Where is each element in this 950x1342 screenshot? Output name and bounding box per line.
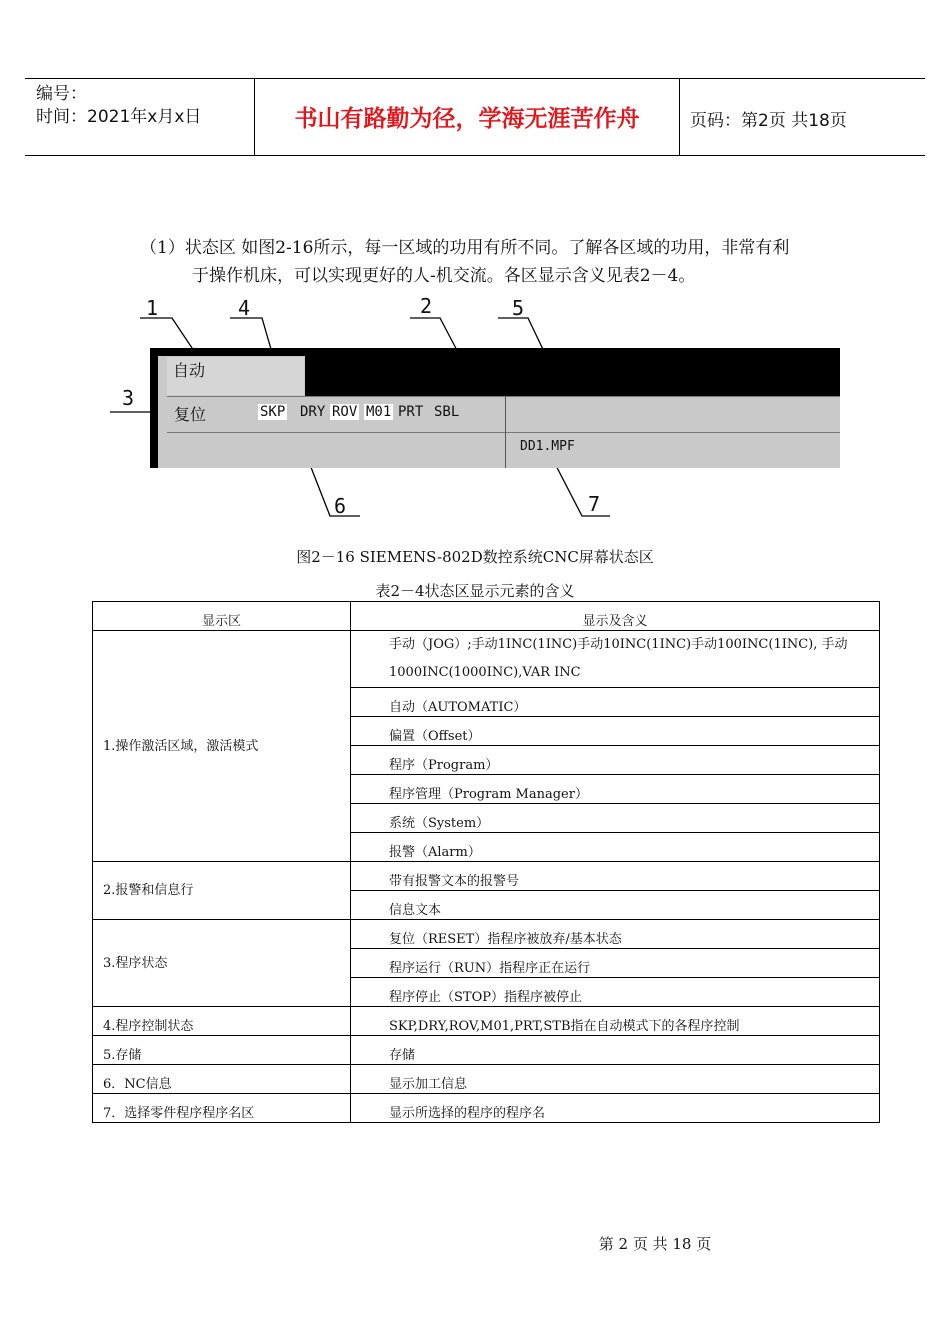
table-row bbox=[93, 920, 880, 949]
motto: 书山有路勤为径，学海无涯苦作舟 bbox=[294, 106, 640, 132]
callout-number-7: 7 bbox=[588, 492, 601, 516]
header-meta bbox=[36, 83, 201, 129]
alarm-message-bar bbox=[305, 356, 840, 396]
footer-page-label: 第 2 页 共 18 页 bbox=[598, 1235, 712, 1253]
meaning-cell: 程序（Program） bbox=[351, 746, 880, 775]
callout-number-3: 3 bbox=[122, 386, 135, 410]
callout-number-6: 6 bbox=[334, 494, 347, 518]
area-cell: 4.程序控制状态 bbox=[93, 1007, 351, 1036]
control-m01: M01 bbox=[366, 404, 392, 420]
table-caption: 表2－4状态区显示元素的含义 bbox=[375, 582, 575, 600]
table-row bbox=[93, 1036, 880, 1065]
callout-number-4: 4 bbox=[238, 296, 251, 320]
header-bottom-rule bbox=[25, 155, 925, 156]
callout-number-1: 1 bbox=[146, 296, 159, 320]
table-row bbox=[93, 631, 880, 688]
cnc-status-screen bbox=[150, 348, 840, 468]
meaning-cell: 程序管理（Program Manager） bbox=[351, 775, 880, 804]
header-top-rule bbox=[25, 78, 925, 79]
control-skp: SKP bbox=[260, 404, 286, 420]
meaning-cell: 复位（RESET）指程序被放弃/基本状态 bbox=[351, 920, 880, 949]
program-name: DD1.MPF bbox=[520, 439, 575, 454]
paragraph-line-1: （1）状态区 如图2-16所示，每一区域的功用有所不同。了解各区域的功用，非常有利 bbox=[140, 238, 790, 258]
mode-display: 自动 bbox=[167, 357, 304, 395]
header-meaning: 显示及含义 bbox=[351, 602, 880, 631]
meaning-cell: 程序运行（RUN）指程序正在运行 bbox=[351, 949, 880, 978]
number-label: 编号： bbox=[36, 84, 87, 104]
control-dry: DRY bbox=[300, 404, 326, 420]
area-cell: 5.存储 bbox=[93, 1036, 351, 1065]
meaning-cell: 显示所选择的程序的程序名 bbox=[351, 1094, 880, 1123]
meaning-cell: SKP,DRY,ROV,M01,PRT,STB指在自动模式下的各程序控制 bbox=[351, 1007, 880, 1036]
header-page-label: 页码：第2页 共18页 bbox=[690, 111, 847, 131]
area-cell: 1.操作激活区域，激活模式 bbox=[93, 631, 351, 862]
control-rov: ROV bbox=[332, 404, 358, 420]
table-row bbox=[93, 1094, 880, 1123]
area-cell: 2.报警和信息行 bbox=[93, 862, 351, 920]
callout-number-2: 2 bbox=[420, 294, 433, 318]
status-area-figure bbox=[110, 290, 850, 522]
meaning-cell: 手动（JOG）;手动1INC(1INC)手动10INC(1INC)手动100INC(1INC), 手动1000INC(1000INC),VAR INC bbox=[351, 631, 880, 688]
area-cell: 7．选择零件程序程序名区 bbox=[93, 1094, 351, 1123]
meaning-cell: 显示加工信息 bbox=[351, 1065, 880, 1094]
meaning-cell: 带有报警文本的报警号 bbox=[351, 862, 880, 891]
control-sbl: SBL bbox=[434, 404, 460, 420]
table-header-row bbox=[93, 602, 880, 631]
area-cell: 6．NC信息 bbox=[93, 1065, 351, 1094]
header-divider bbox=[679, 78, 680, 155]
header-area: 显示区 bbox=[93, 602, 351, 631]
status-elements-table bbox=[92, 601, 880, 1123]
meaning-cell: 偏置（Offset） bbox=[351, 717, 880, 746]
table-row bbox=[93, 1065, 880, 1094]
program-state: 复位 bbox=[174, 405, 207, 424]
meaning-cell: 自动（AUTOMATIC） bbox=[351, 688, 880, 717]
table-row bbox=[93, 1007, 880, 1036]
meaning-cell: 系统（System） bbox=[351, 804, 880, 833]
meaning-cell: 程序停止（STOP）指程序被停止 bbox=[351, 978, 880, 1007]
area-cell: 3.程序状态 bbox=[93, 920, 351, 1007]
control-prt: PRT bbox=[398, 404, 424, 420]
table-row bbox=[93, 862, 880, 891]
meaning-cell: 报警（Alarm） bbox=[351, 833, 880, 862]
time-label: 时间：2021年x月x日 bbox=[36, 107, 202, 127]
paragraph-line-2: 于操作机床，可以实现更好的人-机交流。各区显示含义见表2－4。 bbox=[192, 266, 696, 286]
meaning-cell: 存储 bbox=[351, 1036, 880, 1065]
figure-caption: 图2－16 SIEMENS-802D数控系统CNC屏幕状态区 bbox=[296, 548, 654, 566]
intro-paragraph bbox=[140, 234, 870, 290]
callout-number-5: 5 bbox=[512, 296, 525, 320]
meaning-cell: 信息文本 bbox=[351, 891, 880, 920]
